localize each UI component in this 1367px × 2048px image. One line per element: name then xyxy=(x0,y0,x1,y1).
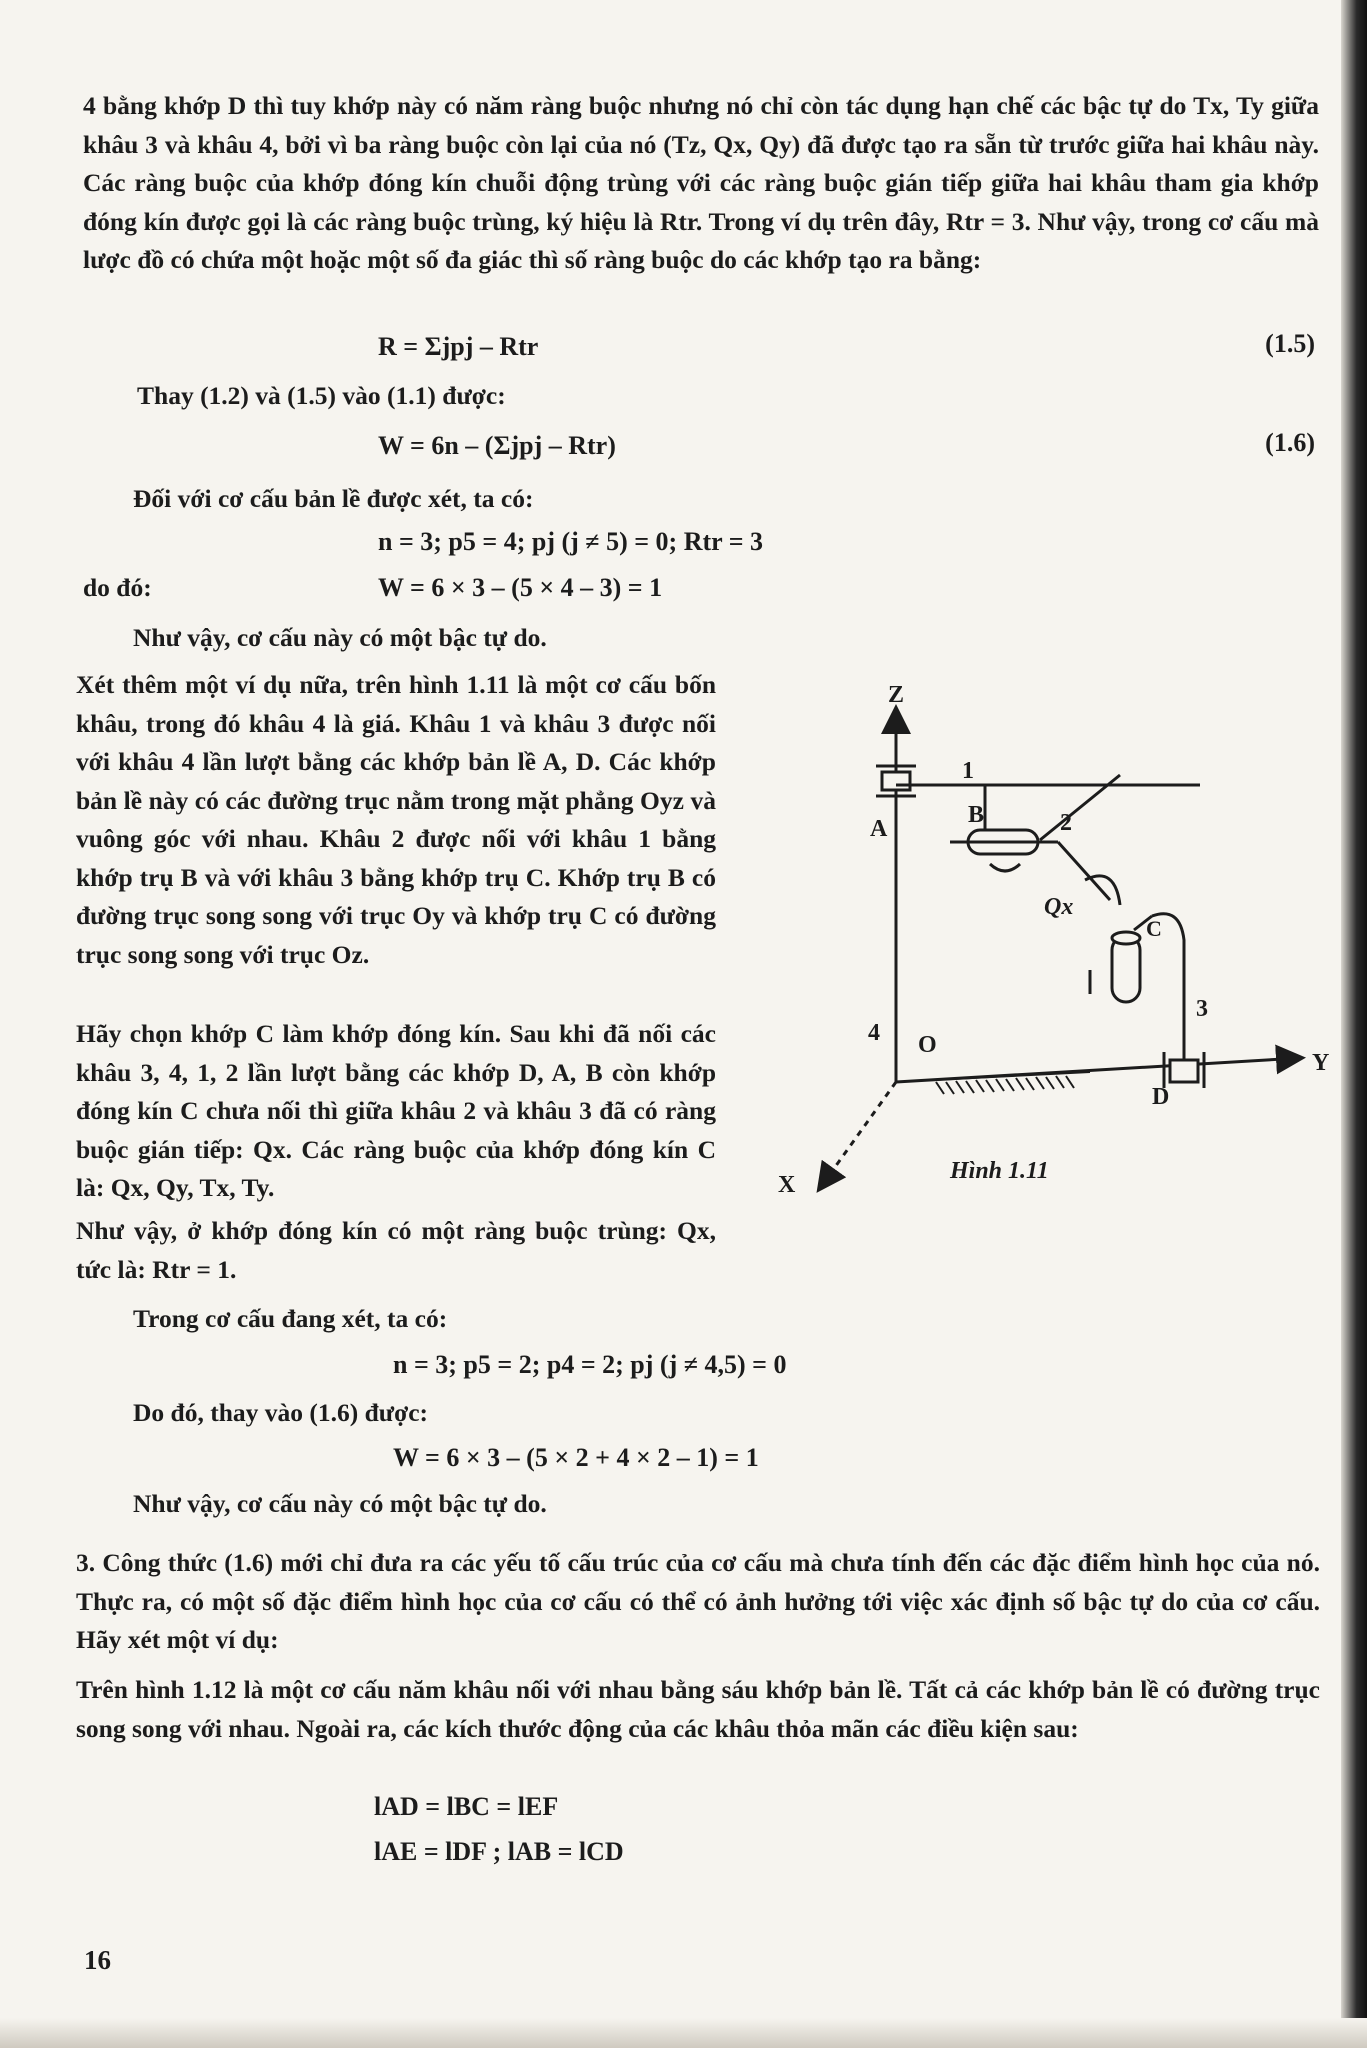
label-k2: 2 xyxy=(1060,810,1072,836)
line-nhu-vay-1: Như vậy, cơ cấu này có một bậc tự do. xyxy=(133,623,547,652)
equation-number-1-6: (1.6) xyxy=(1265,428,1315,457)
label-k1: 1 xyxy=(962,758,974,784)
figure-caption: Hình 1.11 xyxy=(950,1158,1049,1184)
equation-params-2: n = 3; p5 = 2; p4 = 2; pj (j ≠ 4,5) = 0 xyxy=(393,1350,787,1379)
paragraph-intro: 4 bằng khớp D thì tuy khớp này có năm ràng buộc nhưng nó chỉ còn tác dụng hạn chế các bậc tự do Tx, Ty giữa khâu 3 và khâu 4, bởi vì ba ràng buộc còn lại của nó (Tz, Qx, Qy) đã được tạo ra sẵn từ trước giữa hai khâu này. Các ràng buộc của khớp đóng kín chuỗi động trùng với các ràng buộc gián tiếp giữa hai khâu tham gia khớp đóng kín được gọi là các ràng buộc trùng, ký hiệu là Rtr. Trong ví dụ trên đây, Rtr = 3. Như vậy, trong cơ cấu mà lược đồ có chứa một hoặc một số đa giác thì số ràng buộc do các khớp tạo ra bằng: xyxy=(83,91,1319,274)
x-axis xyxy=(820,1082,896,1188)
equation-w-1: W = 6 × 3 – (5 × 4 – 3) = 1 xyxy=(378,573,663,602)
label-qx: Qx xyxy=(1044,894,1074,920)
line-doi-voi: Đối với cơ cấu bản lề được xét, ta có: xyxy=(133,484,534,513)
label-z: Z xyxy=(888,682,905,708)
page-bottom-edge xyxy=(0,2018,1367,2048)
paragraph-3: 3. Công thức (1.6) mới chỉ đưa ra các yếu tố cấu trúc của cơ cấu mà chưa tính đến các đặc điểm hình học của nó. Thực ra, có một số đặc điểm hình học của cơ cấu có thể có ảnh hưởng tới việc xác định số bậc tự do của cơ cấu. Hãy xét một ví dụ: xyxy=(76,1548,1320,1654)
label-c: C xyxy=(1146,916,1162,941)
label-d: D xyxy=(1152,1084,1170,1110)
condition-1: lAD = lBC = lEF xyxy=(374,1792,559,1821)
equation-1-5: R = Σjpj – Rtr xyxy=(378,332,539,361)
label-k4: 4 xyxy=(868,1020,880,1046)
equation-params-1: n = 3; p5 = 4; pj (j ≠ 5) = 0; Rtr = 3 xyxy=(378,527,764,556)
label-do-do: do đó: xyxy=(83,573,152,602)
label-k3: 3 xyxy=(1196,996,1208,1022)
paragraph-xet-them: Xét thêm một ví dụ nữa, trên hình 1.11 là một cơ cấu bốn khâu, trong đó khâu 4 là giá. Khâu 1 và khâu 3 được nối với khâu 4 lần lượt bằng các khớp bản lề A, D. Các khớp bản lề này có các đường trục nằm trong mặt phẳng Oyz và vuông góc với nhau. Khâu 2 được nối với khâu 1 bằng khớp trụ B và với khâu 3 bằng khớp trụ C. Khớp trụ B có đường trục song song với trục Oy và khớp trụ C có đường trục song song với trục Oz. xyxy=(76,670,716,969)
paragraph-hinh-1-12: Trên hình 1.12 là một cơ cấu năm khâu nối với nhau bằng sáu khớp bản lề. Tất cả các khớp bản lề có đường trục song song với nhau. Ngoài ra, các kích thước động của các khâu thỏa mãn các điều kiện sau: xyxy=(76,1675,1320,1743)
paragraph-chon-khop: Hãy chọn khớp C làm khớp đóng kín. Sau khi đã nối các khâu 3, 4, 1, 2 lần lượt bằng các khớp D, A, B còn khớp đóng kín C chưa nối thì giữa khâu 2 và khâu 3 đã có ràng buộc gián tiếp: Qx. Các ràng buộc của khớp đóng kín C là: Qx, Qy, Tx, Ty. xyxy=(76,1019,716,1202)
paragraph-rang-buoc-trung: Như vậy, ở khớp đóng kín có một ràng buộc trùng: Qx, tức là: Rtr = 1. xyxy=(76,1216,716,1284)
line-trong-co-cau: Trong cơ cấu đang xét, ta có: xyxy=(133,1304,448,1333)
equation-w-2: W = 6 × 3 – (5 × 2 + 4 × 2 – 1) = 1 xyxy=(393,1443,759,1472)
figure-1-11 xyxy=(740,680,1340,1200)
label-y: Y xyxy=(1312,1050,1330,1076)
equation-number-1-5: (1.5) xyxy=(1265,329,1315,358)
joint-c xyxy=(1112,936,1140,1002)
joint-d xyxy=(1170,1060,1198,1082)
equation-1-6: W = 6n – (Σjpj – Rtr) xyxy=(378,431,616,460)
page-edge-shadow xyxy=(1341,0,1367,2048)
line-thay: Thay (1.2) và (1.5) vào (1.1) được: xyxy=(137,381,506,410)
label-o: O xyxy=(918,1032,937,1058)
page-number: 16 xyxy=(84,1945,111,1975)
joint-a xyxy=(882,772,910,790)
condition-2: lAE = lDF ; lAB = lCD xyxy=(374,1837,624,1866)
line-do-do-thay: Do đó, thay vào (1.6) được: xyxy=(133,1398,429,1427)
label-x: X xyxy=(778,1172,796,1198)
label-a: A xyxy=(870,816,888,842)
label-b: B xyxy=(968,802,985,828)
line-nhu-vay-2: Như vậy, cơ cấu này có một bậc tự do. xyxy=(133,1489,547,1518)
